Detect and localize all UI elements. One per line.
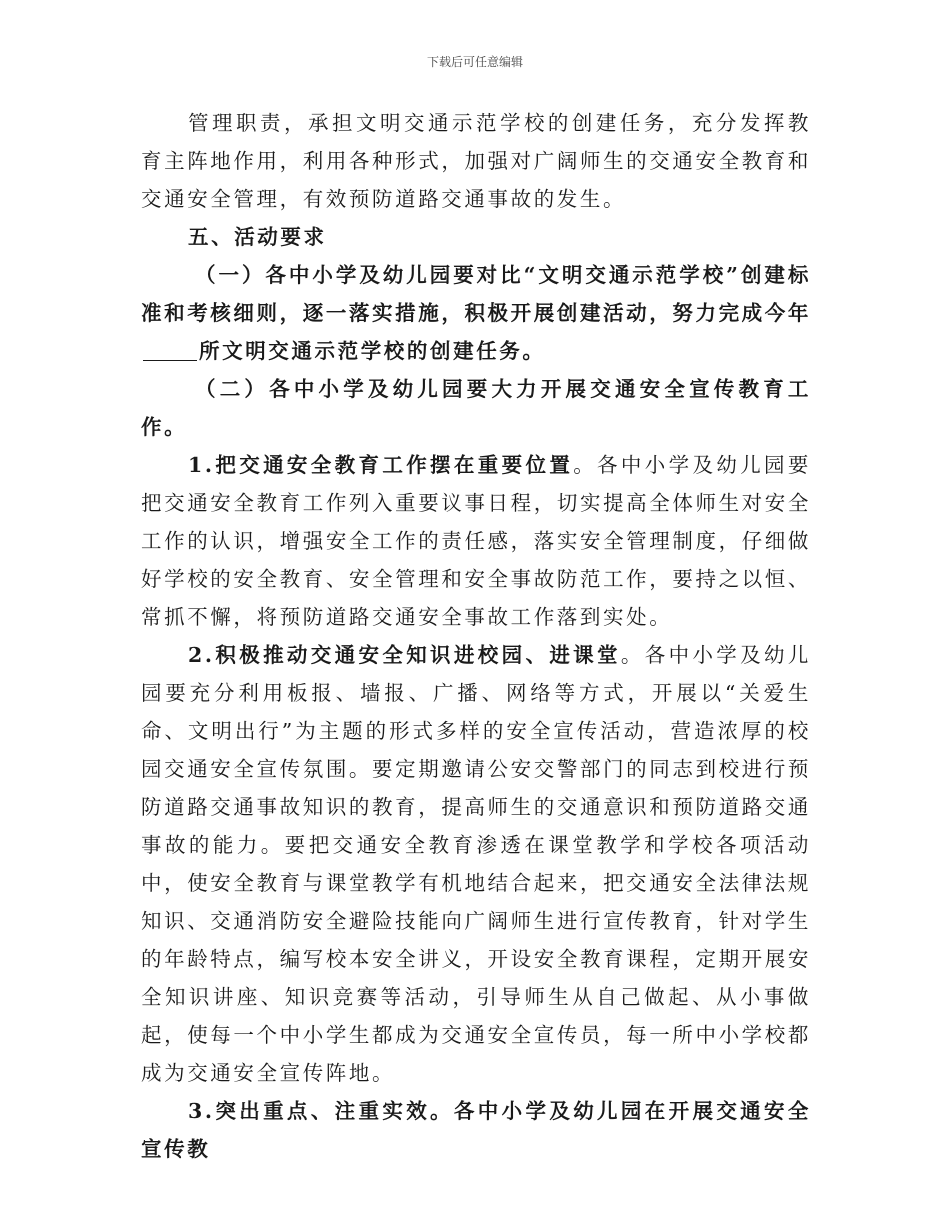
paragraph-item-two (141, 636, 811, 1092)
item-one-title: 1.把交通安全教育工作摆在重要位置 (188, 453, 574, 477)
item-two-title: 2.积极推动交通安全知识进校园、进课堂 (188, 643, 621, 667)
paragraph-requirement-two: （二）各中小学及幼儿园要大力开展交通安全宣传教育工作。 (141, 377, 811, 439)
requirement-one-text-before: （一）各中小学及幼儿园要对比“文明交通示范学校”创建标准和考核细则，逐一落实措施，积极开展创建活动，努力完成今年 (141, 263, 811, 325)
fill-in-blank (143, 340, 197, 361)
section-heading-activity-requirements: 五、活动要求 (188, 225, 327, 249)
requirement-one-text-after: 所文明交通示范学校的创建任务。 (199, 339, 546, 363)
item-two-body: 。各中小学及幼儿园要充分利用板报、墙报、广播、网络等方式，开展以“关爱生命、文明出行”为主题的形式多样的安全宣传活动，营造浓厚的校园交通安全宣传氛围。要定期邀请公安交警部门的同志到校进行预防道路交通事故知识的教育，提高师生的交通意识和预防道路交通事故的能力。要把交通安全教育渗透在课堂教学和学校各项活动中，使安全教育与课堂教学有机地结合起来，把交通安全法律法规知识、交通消防安全避险技能向广阔师生进行宣传教育，针对学生的年龄特点，编写校本安全讲义，开设安全教育课程，定期开展安全知识讲座、知识竞赛等活动，引导师生从自己做起、从小事做起，使每一个中小学生都成为交通安全宣传员，每一所中小学校都成为交通安全宣传阵地。 (141, 643, 811, 1085)
paragraph-requirement-one (141, 256, 811, 370)
item-one-body: 。各中小学及幼儿园要把交通安全教育工作列入重要议事日程，切实提高全体师生对安全工作的认识，增强安全工作的责任感，落实安全管理制度，仔细做好学校的安全教育、安全管理和安全事故防范工作，要持之以恒、常抓不懈，将预防道路交通安全事故工作落到实处。 (141, 453, 812, 629)
paragraph-item-one (141, 446, 811, 636)
paragraph-management-duties: 管理职责，承担文明交通示范学校的创建任务，充分发挥教育主阵地作用，利用各种形式，加强对广阔师生的交通安全教育和交通安全管理，有效预防道路交通事故的发生。 (141, 111, 811, 211)
document-body (141, 104, 811, 1168)
paragraph-item-three: 3.突出重点、注重实效。各中小学及幼儿园在开展交通安全宣传教 (141, 1099, 811, 1161)
page-header-note: 下载后可任意编辑 (426, 55, 523, 69)
